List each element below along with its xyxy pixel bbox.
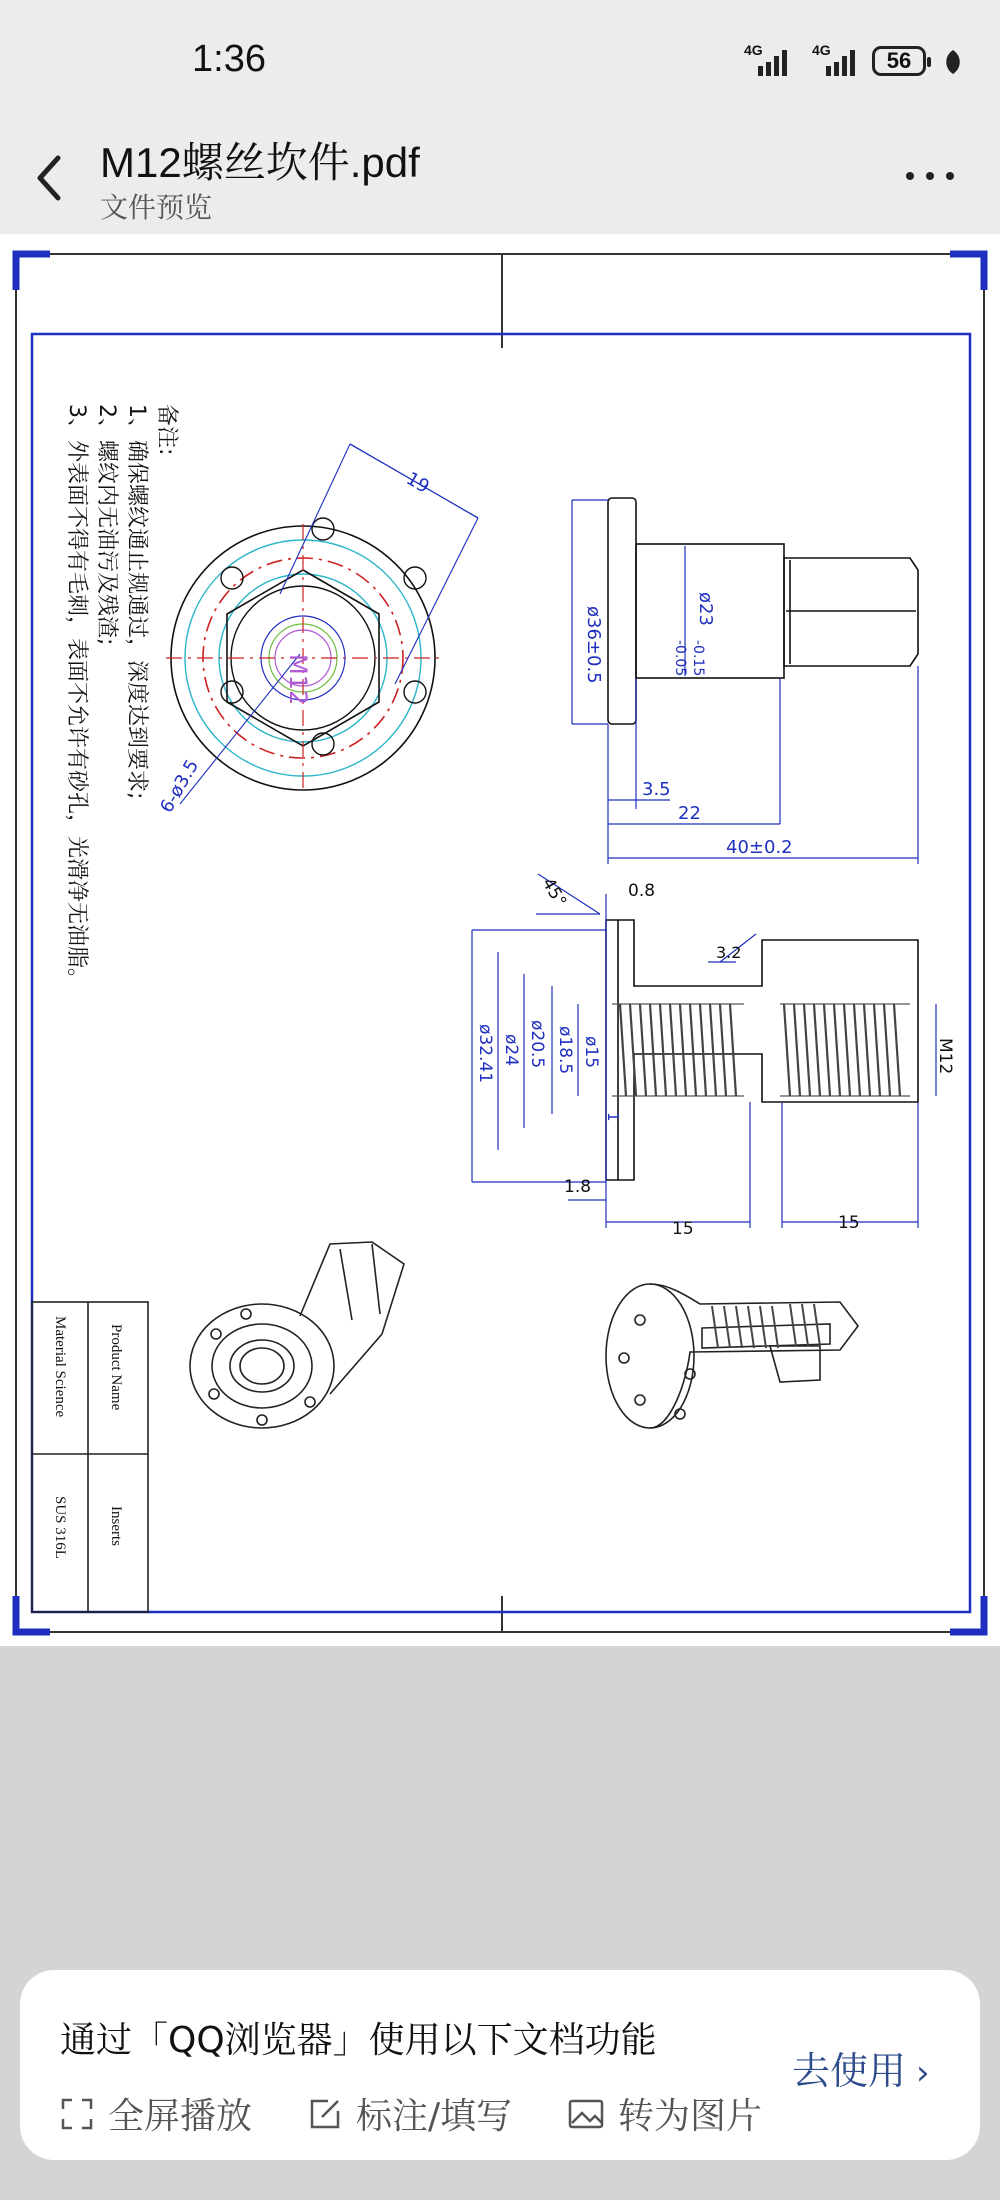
thread-hatching <box>620 1004 900 1096</box>
isometric-view-right <box>606 1284 858 1428</box>
back-arrow-icon[interactable] <box>30 150 70 206</box>
feature-to-image-label: 转为图片 <box>618 2096 763 2137</box>
technical-drawing <box>0 234 1000 1646</box>
qq-browser-banner <box>20 1970 980 2160</box>
dim-d23-tol-upper: -0.15 <box>690 640 706 677</box>
battery-indicator: 56 <box>872 46 926 76</box>
fullscreen-icon <box>60 2097 94 2131</box>
banner-text: 通过「QQ浏览器」使用以下文档功能 <box>60 2020 657 2061</box>
note-2: 2、螺纹内无油污及残渣; <box>94 404 119 646</box>
use-now-button[interactable] <box>792 2040 930 2095</box>
crop-corners <box>16 254 984 1632</box>
feature-annotate[interactable] <box>308 2088 512 2139</box>
signal-icon-2 <box>812 44 872 80</box>
image-icon <box>568 2097 604 2131</box>
dim-d24: ø24 <box>501 1034 521 1067</box>
dim-3-5: 3.5 <box>642 779 671 800</box>
clock: 1:36 <box>192 38 266 80</box>
material-label: Material Science <box>52 1316 68 1418</box>
more-options-icon[interactable] <box>900 160 960 190</box>
pdf-preview[interactable] <box>0 234 1000 1646</box>
dim-15-left: 15 <box>672 1219 694 1239</box>
signal-icon <box>744 44 804 80</box>
feature-to-image[interactable] <box>568 2088 762 2139</box>
dim-d20-5: ø20.5 <box>527 1020 547 1069</box>
dim-3-2: 3.2 <box>716 943 742 962</box>
status-bar <box>0 0 1000 120</box>
inner-border <box>32 334 970 1612</box>
dim-d32-41: ø32.41 <box>475 1024 495 1084</box>
product-name-value: Inserts <box>108 1506 124 1546</box>
isometric-view-left <box>190 1242 404 1428</box>
dim-d36: ø36±0.5 <box>583 606 604 684</box>
app-header <box>0 120 1000 234</box>
network-label-2: 4G <box>812 42 831 58</box>
notes <box>64 404 179 990</box>
product-name-label: Product Name <box>108 1324 124 1411</box>
dim-6-holes: 6-ø3.5 <box>156 756 204 817</box>
dim-1-8: 1.8 <box>564 1177 592 1197</box>
dim-d23-tol-lower: -0.05 <box>672 640 688 677</box>
dim-45: 45° <box>537 874 571 911</box>
dim-d23: ø23 <box>695 592 716 626</box>
dim-d15: ø15 <box>581 1036 601 1069</box>
title-block <box>32 1302 148 1612</box>
dim-22: 22 <box>678 803 701 824</box>
dim-d18-5: ø18.5 <box>555 1026 575 1075</box>
note-3: 3、外表面不得有毛刺，表面不允许有砂孔，光滑净无油脂。 <box>64 404 89 990</box>
feature-fullscreen[interactable] <box>60 2088 252 2139</box>
chevron-right-icon: › <box>916 2053 930 2093</box>
dim-m12-side: M12 <box>935 1038 955 1075</box>
dim-15-right: 15 <box>838 1213 860 1233</box>
feature-annotate-label: 标注/填写 <box>356 2096 513 2137</box>
side-view <box>608 498 918 724</box>
note-1: 1、确保螺纹通止规通过，深度达到要求; <box>124 404 149 800</box>
material-value: SUS 316L <box>52 1496 68 1559</box>
notes-title: 备注: <box>154 404 179 456</box>
use-now-label: 去使用 <box>792 2049 907 2093</box>
dim-40: 40±0.2 <box>726 837 793 858</box>
feature-fullscreen-label: 全屏播放 <box>108 2096 253 2137</box>
outer-frame <box>16 254 984 1632</box>
edit-icon <box>308 2097 342 2131</box>
dim-1: 1 <box>604 1112 622 1122</box>
dim-0-8: 0.8 <box>628 881 656 901</box>
file-title: M12螺丝坎件.pdf <box>100 139 420 186</box>
power-saving-leaf-icon <box>942 48 964 76</box>
side-view-dims <box>572 500 918 864</box>
center-m12-label: M12 <box>284 654 312 706</box>
file-subtitle: 文件预览 <box>100 191 213 224</box>
front-view <box>166 444 478 804</box>
dim-19: 19 <box>402 468 433 498</box>
network-label-1: 4G <box>744 42 763 58</box>
